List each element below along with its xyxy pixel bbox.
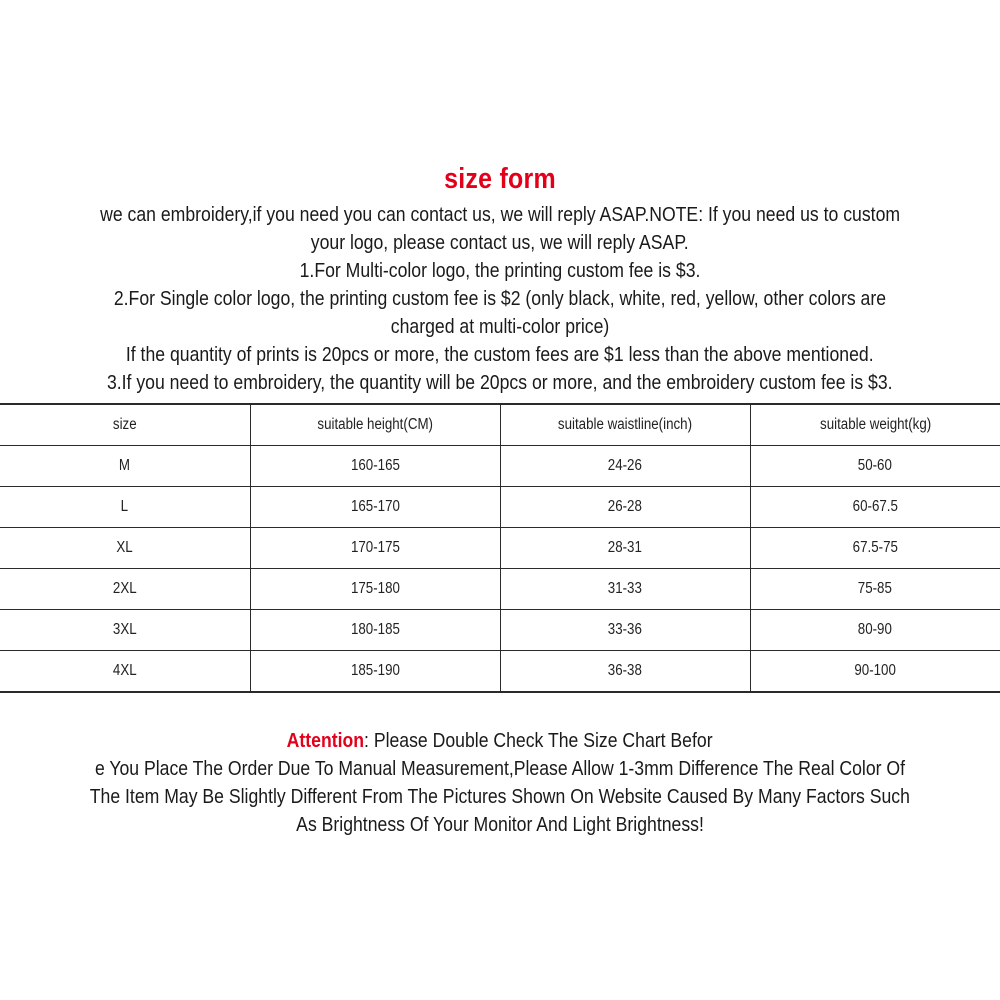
cell-height: 175-180 [250, 569, 500, 610]
intro-line: 3.If you need to embroidery, the quantity will be 20pcs or more, and the embroidery custom fee is $3. [107, 371, 893, 394]
cell-waistline: 31-33 [500, 569, 750, 610]
header-cell-size: size [0, 404, 250, 446]
table-row [0, 528, 1000, 569]
intro-line: charged at multi-color price) [390, 315, 610, 338]
attention-label: Attention [287, 729, 365, 752]
table-row [0, 487, 1000, 528]
intro-line: 1.For Multi-color logo, the printing custom fee is $3. [299, 259, 701, 282]
cell-weight: 50-60 [750, 446, 1000, 487]
cell-size: L [0, 487, 250, 528]
cell-height: 170-175 [250, 528, 500, 569]
cell-size: 2XL [0, 569, 250, 610]
cell-weight: 90-100 [750, 651, 1000, 693]
table-header-row [0, 404, 1000, 446]
table-row [0, 569, 1000, 610]
cell-waistline: 24-26 [500, 446, 750, 487]
size-chart-table [0, 403, 1000, 693]
cell-size: M [0, 446, 250, 487]
cell-weight: 80-90 [750, 610, 1000, 651]
cell-size: 4XL [0, 651, 250, 693]
intro-line: we can embroidery,if you need you can contact us, we will reply ASAP.NOTE: If you need us to custom [100, 203, 900, 226]
intro-notes [0, 201, 1000, 397]
attention-notice [0, 727, 1000, 839]
cell-height: 160-165 [250, 446, 500, 487]
cell-waistline: 36-38 [500, 651, 750, 693]
header-cell-weight: suitable weight(kg) [750, 404, 1000, 446]
cell-weight: 75-85 [750, 569, 1000, 610]
attention-line: e You Place The Order Due To Manual Measurement,Please Allow 1-3mm Difference The Real Color Of [94, 757, 906, 780]
header-cell-waistline: suitable waistline(inch) [500, 404, 750, 446]
cell-weight: 60-67.5 [750, 487, 1000, 528]
intro-line: If the quantity of prints is 20pcs or more, the custom fees are $1 less than the above mentioned. [126, 343, 874, 366]
cell-waistline: 28-31 [500, 528, 750, 569]
cell-height: 165-170 [250, 487, 500, 528]
attention-line: The Item May Be Slightly Different From The Pictures Shown On Website Caused By Many Factors Such [89, 785, 911, 808]
table-row [0, 651, 1000, 693]
table-row [0, 610, 1000, 651]
page-title: size form [444, 163, 556, 195]
cell-height: 185-190 [250, 651, 500, 693]
attention-line: Attention: Please Double Check The Size Chart Befor [287, 729, 713, 752]
cell-weight: 67.5-75 [750, 528, 1000, 569]
cell-size: 3XL [0, 610, 250, 651]
table-row [0, 446, 1000, 487]
header-cell-height: suitable height(CM) [250, 404, 500, 446]
cell-waistline: 33-36 [500, 610, 750, 651]
cell-size: XL [0, 528, 250, 569]
attention-line: As Brightness Of Your Monitor And Light Brightness! [296, 813, 704, 836]
intro-line: your logo, please contact us, we will reply ASAP. [311, 231, 689, 254]
cell-waistline: 26-28 [500, 487, 750, 528]
intro-line: 2.For Single color logo, the printing custom fee is $2 (only black, white, red, yellow, other colors are [113, 287, 887, 310]
cell-height: 180-185 [250, 610, 500, 651]
